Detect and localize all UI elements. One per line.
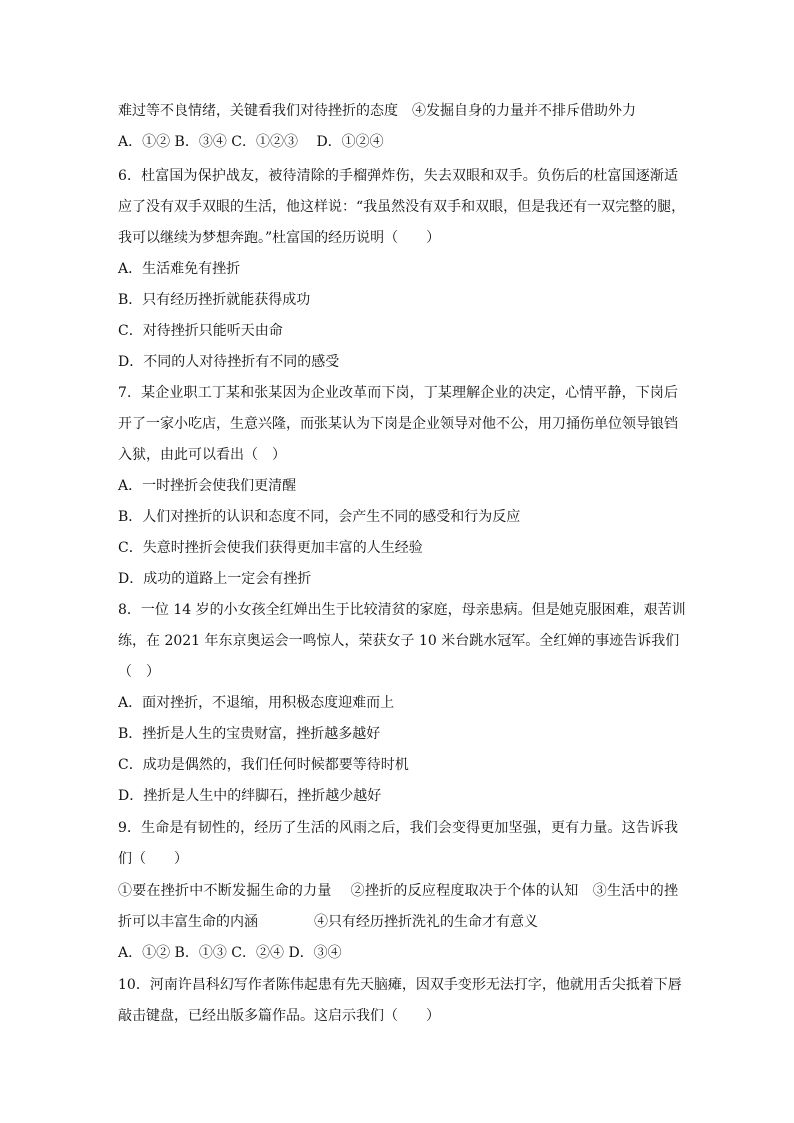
text-line: 难过等不良情绪，关键看我们对待挫折的态度 ④发掘自身的力量并不排斥借助外力 [118, 103, 636, 119]
question-7-text: 入狱，由此可以看出（ ） [118, 447, 286, 463]
option-d: D．成功的道路上一定会有挫折 [118, 571, 312, 587]
option-c: C．成功是偶然的，我们任何时候都要等待时机 [118, 757, 409, 773]
question-8-text: （ ） [118, 664, 160, 680]
question-10-text: 敲击键盘，已经出版多篇作品。这启示我们（ ） [118, 1008, 440, 1024]
answer-options: A．①② B．③④ C．①②③ D．①②④ [118, 134, 384, 150]
answer-options: A．①② B．①③ C．②④ D．③④ [118, 945, 342, 961]
question-9-text: 们（ ） [118, 851, 188, 867]
question-8-text: 8．一位 14 岁的小女孩全红婵出生于比较清贫的家庭，母亲患病。但是她克服困难，艰苦训 [118, 602, 686, 618]
question-9-statements: 折可以丰富生命的内涵 ④只有经历挫折洗礼的生命才有意义 [118, 914, 538, 930]
question-6-text: 6．杜富国为保护战友，被待清除的手榴弹炸伤，失去双眼和双手。负伤后的杜富国逐渐适 [118, 168, 678, 184]
option-a: A．一时挫折会使我们更清醒 [118, 478, 297, 494]
question-6-text: 我可以继续为梦想奔跑。”杜富国的经历说明（ ） [118, 230, 441, 246]
option-b: B．人们对挫折的认识和态度不同，会产生不同的感受和行为反应 [118, 509, 521, 525]
option-b: B．只有经历挫折就能获得成功 [118, 292, 311, 308]
option-d: D．不同的人对待挫折有不同的感受 [118, 354, 340, 370]
option-b: B．挫折是人生的宝贵财富，挫折越多越好 [118, 726, 381, 742]
option-c: C．对待挫折只能听天由命 [118, 323, 283, 339]
question-7-text: 7．某企业职工丁某和张某因为企业改革而下岗，丁某理解企业的决定，心情平静，下岗后 [118, 385, 678, 401]
option-a: A．面对挫折，不退缩，用积极态度迎难而上 [118, 695, 395, 711]
question-8-text: 练，在 2021 年东京奥运会一鸣惊人，荣获女子 10 米台跳水冠军。全红婵的事迹告诉我们 [118, 633, 680, 649]
question-9-text: 9．生命是有韧性的，经历了生活的风雨之后，我们会变得更加坚强，更有力量。这告诉我 [118, 820, 678, 836]
question-6-text: 应了没有双手双眼的生活，他这样说：“我虽然没有双手和双眼，但是我还有一双完整的腿， [118, 199, 686, 215]
option-c: C．失意时挫折会使我们获得更加丰富的人生经验 [118, 540, 423, 556]
option-a: A．生活难免有挫折 [118, 261, 241, 277]
question-7-text: 开了一家小吃店，生意兴隆，而张某认为下岗是企业领导对他不公，用刀捅伤单位领导锒铛 [118, 416, 678, 432]
option-d: D．挫折是人生中的绊脚石，挫折越少越好 [118, 788, 382, 804]
question-10-text: 10．河南许昌科幻写作者陈伟起患有先天脑瘫，因双手变形无法打字，他就用舌尖抵着下唇 [118, 977, 682, 993]
question-9-statements: ①要在挫折中不断发掘生命的力量 ②挫折的反应程度取决于个体的认知 ③生活中的挫 [118, 883, 678, 899]
